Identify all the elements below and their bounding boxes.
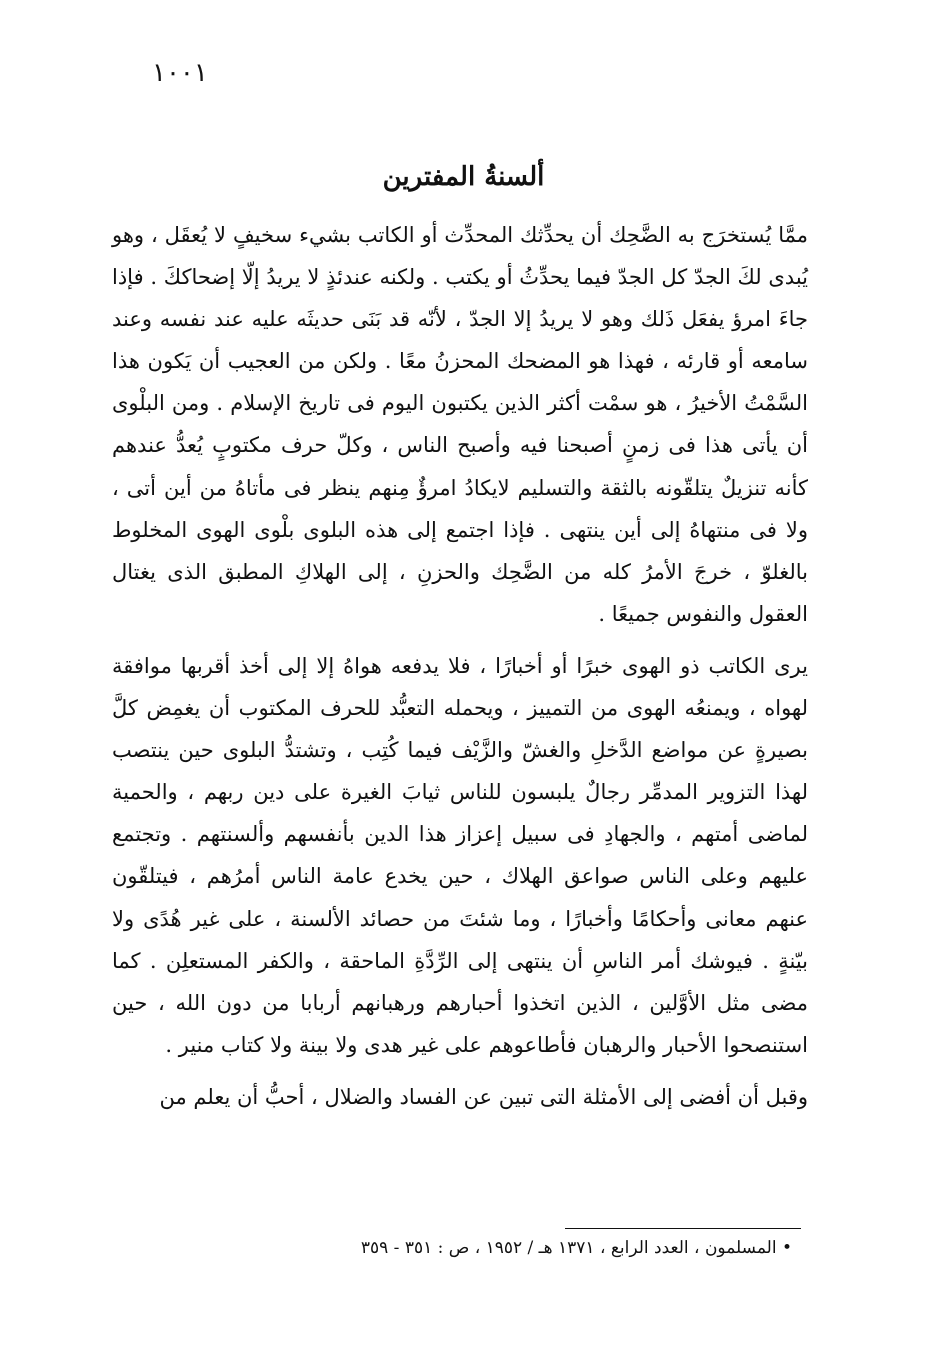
paragraph-1: ممَّا يُستخرَج به الضَّحِك أن يحدِّثك المحدِّث أو الكاتب بشيء سخيفٍ لا يُعقَل ، وهو يُبدى لكَ الجدّ كل الجدّ فيما يحدِّثُ أو يكتب . ولكنه عندئذٍ لا يريدُ إلّا إضحاككَ . فإذا جاءَ امرؤ يفعَل ذَلك وهو لا يريدُ إلا الجدّ ، لأنّه قد بَنَى حديثَه عليه عند نفسه وعند سامعه أو قارئه ، فهذا هو المضحك المحزنُ معًا . ولكن من العجيب أن يَكون هذا السَّمْتُ الأخيرُ ، هو سمْت أكثر الذين يكتبون اليوم فى تاريخ الإسلام . ومن البلْوى أن يأتى هذا فى زمنٍ أصبحنا فيه وأصبح الناس ، وكلّ حرف مكتوبٍ يُعدُّ عندهم كأنه تنزيلٌ يتلقّونه بالثقة والتسليم لايكادُ امرؤٌ مِنهم ينظر فى مأتاهُ من أين أتى ، ولا فى منتهاهُ إلى أين ينتهى . فإذا اجتمع إلى هذه البلوى بلْوى الهوى المخلوط بالغلوّ ، خرجَ الأمرُ كله من الضَّحِك والحزنِ ، إلى الهلاكِ المطبق الذى يغتال العقول والنفوس جميعًا . bbox=[112, 223, 808, 626]
article-body bbox=[112, 214, 808, 1118]
page-title: ألسنةُ المفترين bbox=[382, 162, 545, 192]
footnote-divider bbox=[565, 1228, 801, 1229]
paragraph-3: وقبل أن أفضى إلى الأمثلة التى تبين عن الفساد والضلال ، أحبُّ أن يعلم من bbox=[159, 1084, 808, 1109]
page-number: ١٠٠١ bbox=[152, 58, 208, 88]
footnote: • المسلمون ، العدد الرابع ، ١٣٧١ هـ / ١٩٥٢ ، ص : ٣٥١ - ٣٥٩ bbox=[360, 1238, 792, 1258]
paragraph-2: يرى الكاتب ذو الهوى خبرًا أو أخبارًا ، فلا يدفعه هواهُ إلا إلى أخذ أقربها موافقة لهواه ، ويمنعُه الهوى من التمييز ، ويحمله التعبُّد للحرف المكتوب أن يغمِض كلَّ بصيرةٍ عن مواضع الدَّخلِ والغشّ والزَّيْف فيما كُتِب ، وتشتدُّ البلوى حين ينتصب لهذا التزوير المدمِّر رجالٌ يلبسون للناس ثيابَ الغيرة على دين ربهم ، والحمية لماضى أمتهم ، والجهادِ فى سبيل إعزاز هذا الدين بأنفسهم وألسنتهم . وتجتمع عليهم وعلى الناس صواعق الهلاك ، حين يخدع عامة الناس أمرُهم ، فيتلقّون عنهم معانى وأحكامًا وأخبارًا ، وما شئتَ من حصائد الألسنة ، على غير هُدًى ولا بيّنةٍ . فيوشك أمر الناسِ أن ينتهى إلى الرِّدَّةِ الماحقة ، والكفر المستعلِن . كما مضى مثل الأوَّلين ، الذين اتخذوا أحبارهم ورهبانهم أربابا من دون الله ، حين استنصحوا الأحبار والرهبان فأطاعوهم على غير هدى ولا بينة ولا كتاب منير . bbox=[112, 653, 808, 1057]
